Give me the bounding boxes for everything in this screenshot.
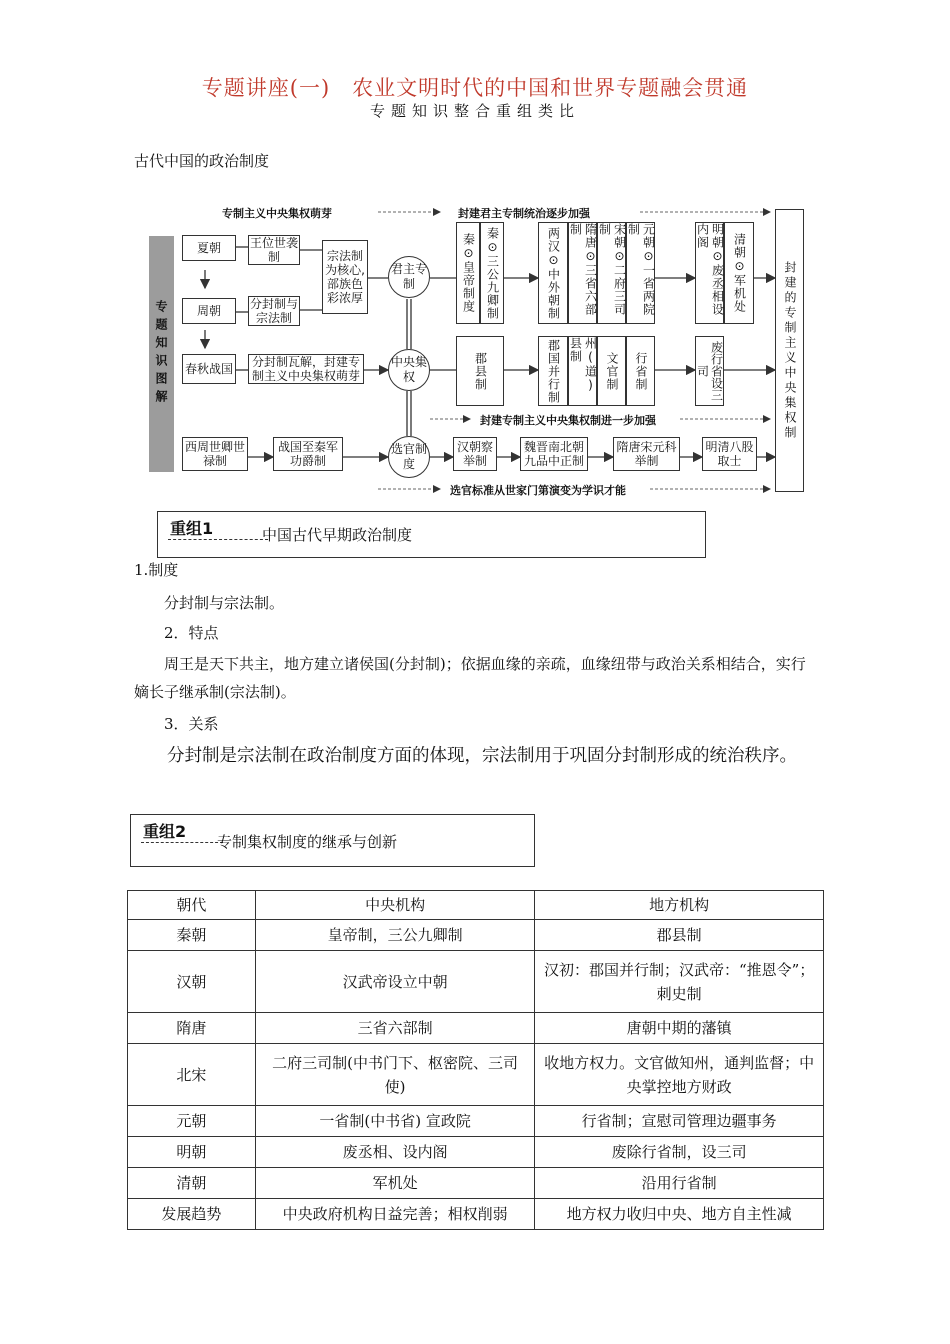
table-cell: 一省制(中书省) 宣政院 bbox=[255, 1106, 535, 1137]
table-cell: 清朝 bbox=[128, 1168, 256, 1199]
box-wajie: 分封制瓦解，封建专制主义中央集权萌芽 bbox=[248, 354, 364, 384]
top-qing: 清朝⊙军机处 bbox=[724, 222, 754, 324]
table-cell: 皇帝制，三公九卿制 bbox=[255, 920, 535, 951]
table-cell: 秦朝 bbox=[128, 920, 256, 951]
box-chunqiu: 春秋战国 bbox=[182, 354, 236, 384]
regroup2-underline bbox=[141, 842, 223, 843]
box-zhanguo: 战国至秦军功爵制 bbox=[273, 437, 343, 471]
table-cell: 汉初：郡国并行制；汉武帝：“推恩令”；刺史制 bbox=[535, 951, 824, 1013]
table-row bbox=[128, 1106, 824, 1137]
top-han: 两汉⊙中外朝制 bbox=[538, 222, 568, 324]
table-cell: 唐朝中期的藩镇 bbox=[535, 1013, 824, 1044]
note-top-mid: 封建君主专制统治逐步加强 bbox=[458, 207, 590, 220]
note-top-left: 专制主义中央集权萌芽 bbox=[222, 207, 332, 220]
table-header-row bbox=[128, 891, 824, 920]
table-row bbox=[128, 1199, 824, 1230]
circle-junzhu: 君主专制 bbox=[388, 256, 430, 298]
regroup1-underline bbox=[168, 539, 268, 540]
regroup2-tag: 重组2 bbox=[143, 822, 187, 841]
table-cell: 郡县制 bbox=[535, 920, 824, 951]
top-song: 宋朝⊙二府三司制 bbox=[597, 222, 626, 324]
table-row bbox=[128, 1044, 824, 1106]
top-ming: 明朝⊙废丞相设内阁 bbox=[695, 222, 724, 324]
table-row bbox=[128, 951, 824, 1013]
diagram-side-label: 专题知识图解 bbox=[149, 236, 174, 472]
regroup1-tag: 重组1 bbox=[170, 519, 214, 538]
table-cell: 沿用行省制 bbox=[535, 1168, 824, 1199]
dynasty-table bbox=[127, 890, 824, 1230]
bottom-chaju: 汉朝察举制 bbox=[453, 437, 497, 471]
table-cell: 废除行省制，设三司 bbox=[535, 1137, 824, 1168]
box-fenfeng: 分封制与宗法制 bbox=[250, 297, 299, 325]
table-row bbox=[128, 1137, 824, 1168]
box-xia: 夏朝 bbox=[182, 235, 236, 261]
table-cell: 行省制；宣慰司管理边疆事务 bbox=[535, 1106, 824, 1137]
table-row bbox=[128, 1168, 824, 1199]
table-header: 地方机构 bbox=[535, 891, 824, 920]
content1-h3: 3．关系 bbox=[164, 715, 219, 733]
mid-sansi: 废行省设三司 bbox=[695, 336, 724, 406]
table-header: 朝代 bbox=[128, 891, 256, 920]
circle-xuanguan: 选官制度 bbox=[388, 436, 430, 478]
mid-junxian: 郡县制 bbox=[456, 336, 504, 406]
top-qin-emperor: 秦⊙皇帝制度 bbox=[456, 222, 480, 324]
note-middle: 封建专制主义中央集权制进一步加强 bbox=[480, 414, 656, 427]
regroup1-title: 中国古代早期政治制度 bbox=[262, 526, 413, 544]
top-suitang: 隋唐⊙三省六部制 bbox=[568, 222, 597, 324]
top-yuan: 元朝⊙一省两院制 bbox=[626, 222, 655, 324]
mid-xingsheng: 行省制 bbox=[626, 336, 655, 406]
note-bottom: 选官标准从世家门第演变为学识才能 bbox=[450, 484, 626, 497]
section-label: 古代中国的政治制度 bbox=[134, 152, 270, 170]
table-cell: 二府三司制(中书门下、枢密院、三司使) bbox=[255, 1044, 535, 1106]
page-subtitle: 专题知识整合重组类比 bbox=[369, 102, 580, 120]
right-label: 封建的专制主义中央集权制 bbox=[775, 209, 804, 492]
bottom-jiupin: 魏晋南北朝九品中正制 bbox=[520, 437, 588, 471]
table-cell: 三省六部制 bbox=[255, 1013, 535, 1044]
circle-zhongyang: 中央集权 bbox=[388, 349, 430, 391]
box-zongfa-core: 宗法制为核心,部族色彩浓厚 bbox=[322, 240, 368, 314]
regroup2-header bbox=[130, 814, 535, 867]
table-cell: 军机处 bbox=[255, 1168, 535, 1199]
table-header: 中央机构 bbox=[255, 891, 535, 920]
table-row bbox=[128, 920, 824, 951]
regroup1-header bbox=[157, 511, 706, 558]
regroup2-title: 专制集权制度的继承与创新 bbox=[217, 833, 398, 851]
content1-p2: 周王是天下共主，地方建立诸侯国(分封制)；依据血缘的亲疏，血缘纽带与政治关系相结合，实行嫡长子继承制(宗法制)。 bbox=[134, 655, 806, 701]
table-cell: 收地方权力。文官做知州，通判监督；中央掌控地方财政 bbox=[535, 1044, 824, 1106]
mid-zhouxian: 州(道)县制 bbox=[568, 336, 597, 406]
table-row bbox=[128, 1013, 824, 1044]
table-cell: 中央政府机构日益完善；相权削弱 bbox=[255, 1199, 535, 1230]
mid-junguo: 郡国并行制 bbox=[538, 336, 568, 406]
table-cell: 明朝 bbox=[128, 1137, 256, 1168]
table-cell: 元朝 bbox=[128, 1106, 256, 1137]
table-cell: 隋唐 bbox=[128, 1013, 256, 1044]
table-cell: 北宋 bbox=[128, 1044, 256, 1106]
table-cell: 地方权力收归中央、地方自主性减 bbox=[535, 1199, 824, 1230]
bottom-keju: 隋唐宋元科举制 bbox=[613, 437, 680, 471]
content1-h2: 2．特点 bbox=[164, 624, 219, 642]
mid-wenguan: 文官制 bbox=[597, 336, 626, 406]
content1-p1: 分封制与宗法制。 bbox=[164, 594, 285, 612]
content1-h1: 1.制度 bbox=[134, 561, 179, 579]
box-zhou: 周朝 bbox=[182, 298, 236, 324]
box-wangwei: 王位世袭制 bbox=[250, 236, 299, 264]
box-xizhou: 西周世卿世禄制 bbox=[182, 437, 248, 471]
table-cell: 汉武帝设立中朝 bbox=[255, 951, 535, 1013]
content1-p3: 分封制是宗法制在政治制度方面的体现，宗法制用于巩固分封制形成的统治秩序。 bbox=[167, 746, 797, 766]
bottom-bagu: 明清八股取士 bbox=[702, 437, 757, 471]
table-cell: 发展趋势 bbox=[128, 1199, 256, 1230]
page-title: 专题讲座(一) 农业文明时代的中国和世界专题融会贯通 bbox=[201, 76, 749, 100]
table-cell: 废丞相、设内阁 bbox=[255, 1137, 535, 1168]
top-qin-sangong: 秦⊙三公九卿制 bbox=[480, 222, 504, 324]
table-cell: 汉朝 bbox=[128, 951, 256, 1013]
